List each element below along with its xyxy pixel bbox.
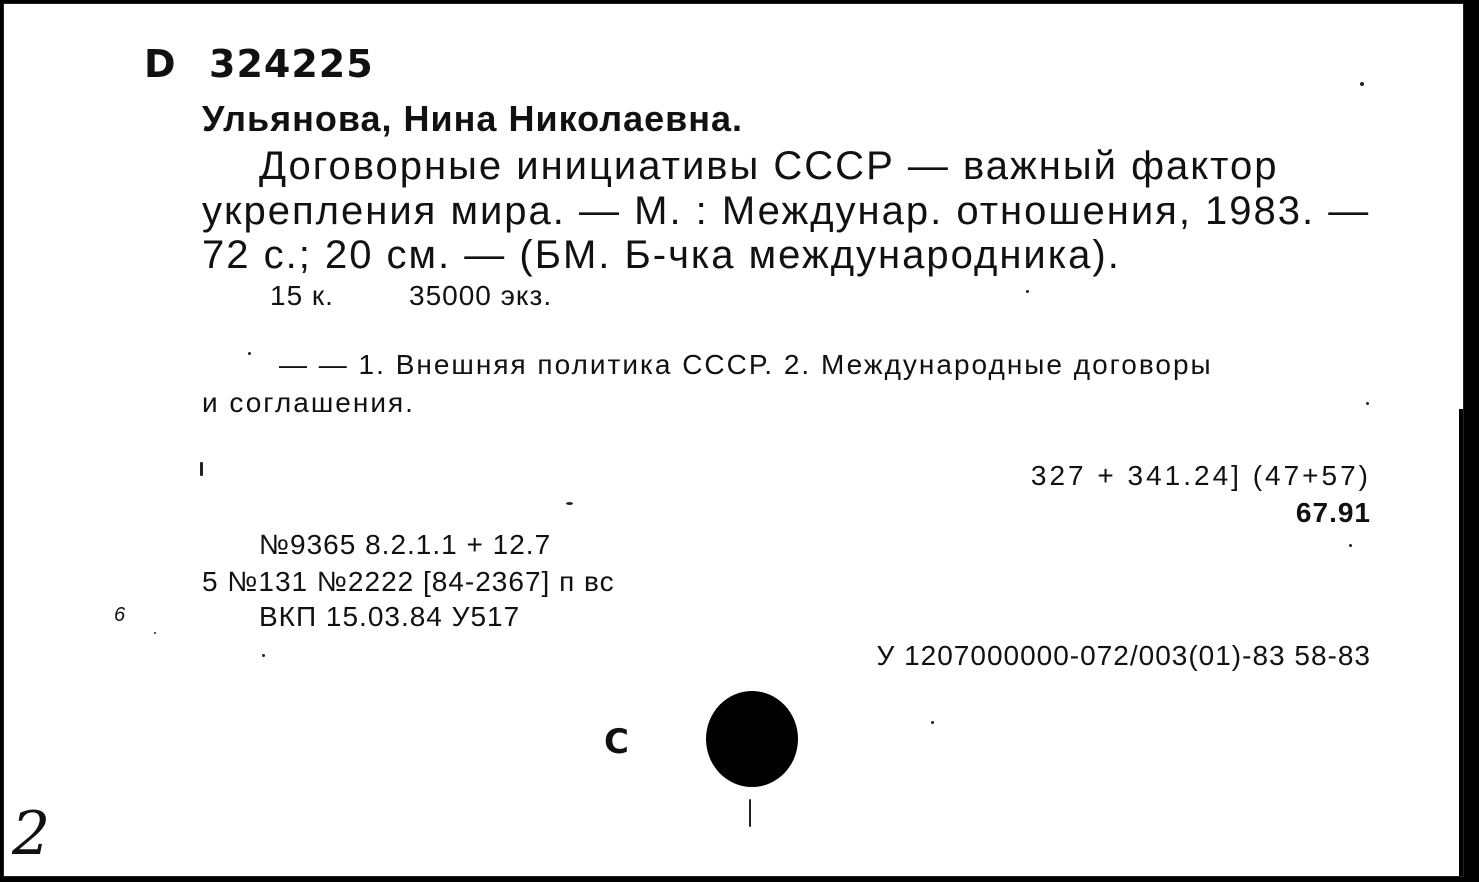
- speck: [1366, 402, 1369, 405]
- accession-prefix: D: [144, 42, 177, 86]
- speck: [200, 462, 203, 476]
- punched-hole: [706, 691, 798, 787]
- classification-line: 327 + 341.24] (47+57): [1030, 460, 1371, 491]
- title-line-2: укрепления мира. — М. : Междунар. отношения, 1983. —: [202, 189, 1371, 233]
- speck: [749, 799, 751, 827]
- card-shadow-edge: [1459, 409, 1464, 877]
- speck: [154, 632, 156, 634]
- subjects-line-2: и соглашения.: [202, 387, 415, 418]
- speck: [566, 502, 573, 505]
- speck: [1026, 290, 1029, 293]
- speck: [262, 654, 265, 657]
- code-line-2: 5 №131 №2222 [84-2367] п вс: [202, 566, 615, 597]
- code-line-1: №9365 8.2.1.1 + 12.7: [259, 529, 552, 560]
- accession-number: 324225: [209, 42, 374, 86]
- speck: [248, 352, 251, 355]
- author-name: Ульянова, Нина Николаевна.: [202, 98, 744, 139]
- section-letter: С: [604, 722, 629, 762]
- classification-secondary: 67.91: [1295, 497, 1371, 528]
- subjects-line-1: — — 1. Внешняя политика СССР. 2. Международные договоры: [279, 349, 1213, 380]
- catalog-code: У 1207000000-072/003(01)-83 58-83: [876, 640, 1371, 671]
- handwritten-number: 2: [12, 799, 51, 869]
- catalog-card: [3, 3, 1464, 877]
- speck: [931, 721, 934, 724]
- price: 15 к.: [270, 280, 334, 311]
- copies: 35000 экз.: [409, 280, 553, 311]
- title-line-3: 72 с.; 20 см. — (БМ. Б-чка международника).: [202, 233, 1121, 277]
- speck: [1349, 544, 1352, 547]
- speck: [1360, 82, 1364, 86]
- title-line-1: Договорные инициативы СССР — важный фактор: [259, 144, 1279, 188]
- code-line-3: ВКП 15.03.84 У517: [259, 601, 521, 632]
- margin-annotation: 6: [114, 604, 126, 626]
